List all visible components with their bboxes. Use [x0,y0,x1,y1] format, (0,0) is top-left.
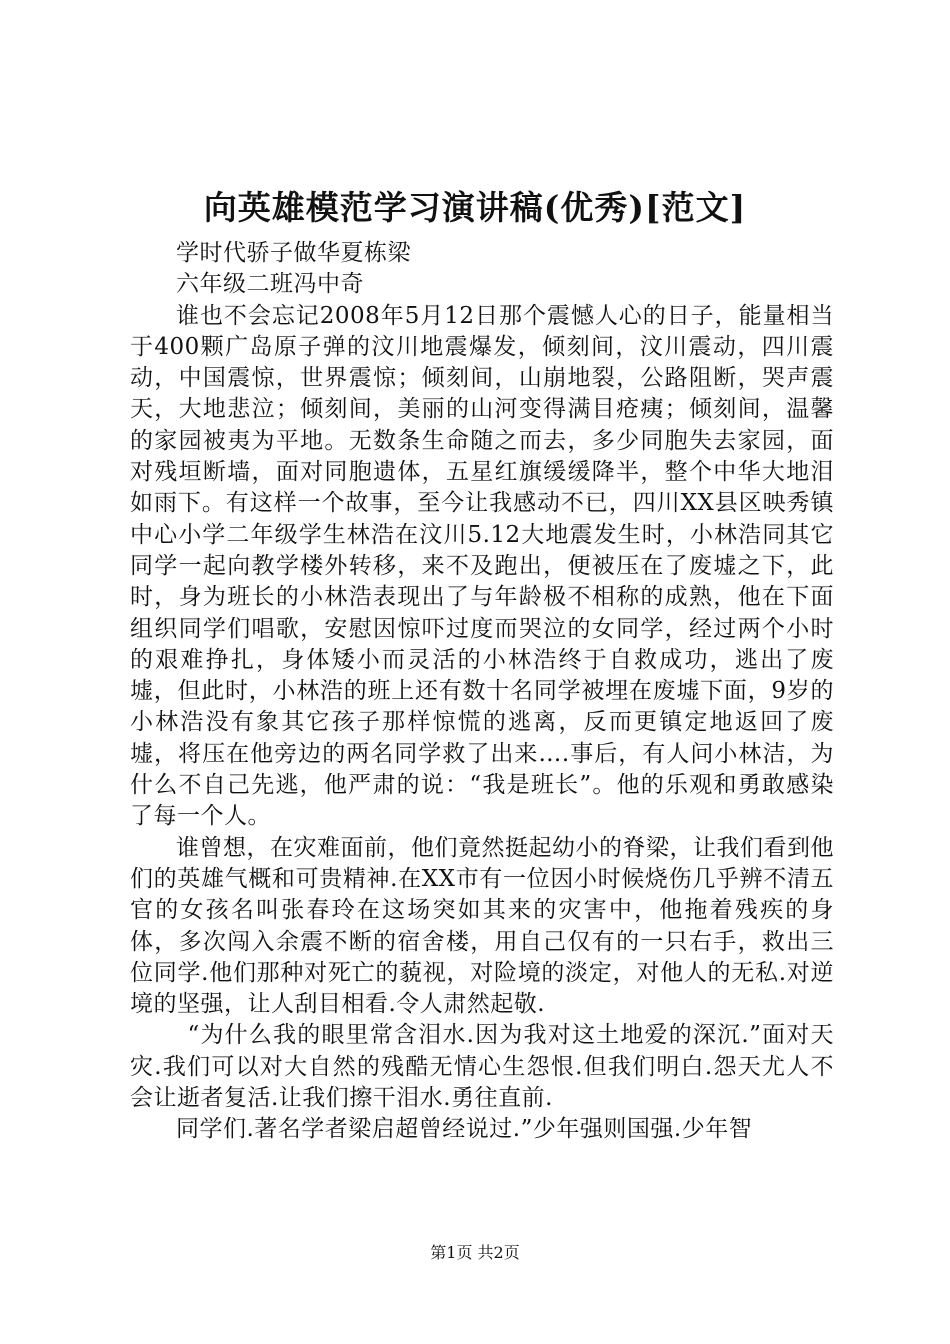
document-body [130,238,834,1146]
paragraph-4: 同学们.著名学者梁启超曾经说过.”少年强则国强.少年智 [176,1116,753,1143]
paragraph-1: 谁也不会忘记2008年5月12日那个震憾人心的日子，能量相当于400颗广岛原子弹的汶川地震爆发，倾刻间，汶川震动，四川震动，中国震惊，世界震惊；倾刻间，山崩地裂，公路阻断，哭声震天，大地悲泣；倾刻间，美丽的山河变得满目疮痍；倾刻间，温馨的家园被夷为平地。无数条生命随之而去，多少同胞失去家园，面对残垣断墙，面对同胞遗体，五星红旗缓缓降半，整个中华大地泪如雨下。有这样一个故事，至今让我感动不已，四川XX县区映秀镇中心小学二年级学生林浩在汶川5.12大地震发生时，小林浩同其它同学一起向教学楼外转移，来不及跑出，便被压在了废墟之下，此时，身为班长的小林浩表现出了与年龄极不相称的成熟，他在下面组织同学们唱歌，安慰因惊吓过度而哭泣的女同学，经过两个小时的艰难挣扎，身体矮小而灵活的小林浩终于自救成功，逃出了废墟，但此时，小林浩的班上还有数十名同学被埋在废墟下面，9岁的小林浩没有象其它孩子那样惊慌的逃离，反而更镇定地返回了废墟，将压在他旁边的两名同学救了出来….事后，有人问小林洁，为什么不自己先逃，他严肃的说：“我是班长”。他的乐观和勇敢感染了每一个人。 [130,302,834,830]
page-footer: 第1页 共2页 [430,1243,520,1262]
paragraph-2: 谁曾想，在灾难面前，他们竟然挺起幼小的脊梁，让我们看到他们的英雄气概和可贵精神.在XX市有一位因小时候烧伤几乎辨不清五官的女孩名叫张春玲在这场突如其来的灾害中，他拖着残疾的身体，多次闯入余震不断的宿舍楼，用自己仅有的一只右手，救出三位同学.他们那种对死亡的藐视，对险境的淡定，对他人的无私.对逆境的坚强，让人刮目相看.令人肃然起敬. [130,834,834,1018]
paragraph-3: “为什么我的眼里常含泪水.因为我对这土地爱的深沉.”面对天灾.我们可以对大自然的残酷无情心生怨恨.但我们明白.怨天尤人不会让逝者复活.让我们擦干泪水.勇往直前. [130,1022,834,1112]
document-title: 向英雄模范学习演讲稿(优秀)[范文] [203,188,747,227]
paragraph-subtitle: 学时代骄子做华夏栋梁 [176,240,411,266]
paragraph-author: 六年级二班冯中奇 [176,271,364,298]
